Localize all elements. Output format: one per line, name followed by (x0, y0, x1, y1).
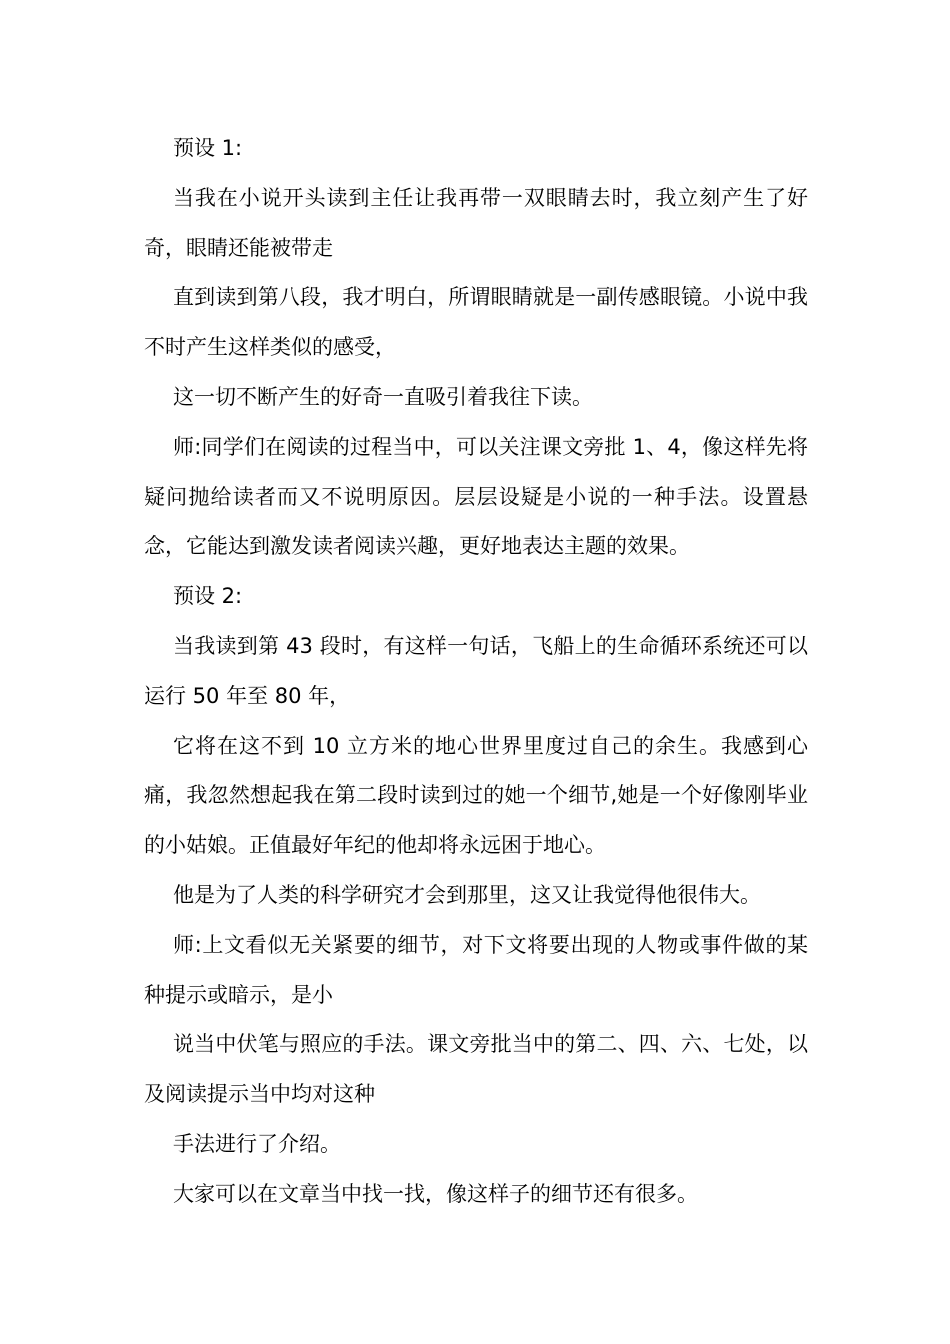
paragraph-preset-2-heading: 预设 2: (173, 584, 243, 609)
paragraph-find-details: 大家可以在文章当中找一找，像这样子的细节还有很多。 (173, 1181, 698, 1206)
paragraph-teacher-suspense: 师:同学们在阅读的过程当中，可以关注课文旁批 1、4，像这样先将疑问抛给读者而又不说明原因。层层设疑是小说的一种手法。设置悬念，它能达到激发读者阅读兴趣，更好地表达主题的效果。 (144, 434, 808, 559)
paragraph-preset-1-eighth-section: 直到读到第八段，我才明白，所谓眼睛就是一副传感眼镜。小说中我不时产生这样类似的感受， (144, 285, 808, 360)
paragraph-teacher-foreshadow-cont: 说当中伏笔与照应的手法。课文旁批当中的第二、四、六、七处，以及阅读提示当中均对这种 (144, 1032, 808, 1107)
paragraph-technique-intro: 手法进行了介绍。 (173, 1131, 341, 1156)
paragraph-preset-2-section-43: 当我读到第 43 段时，有这样一句话，飞船上的生命循环系统还可以运行 50 年至 80 年， (144, 633, 808, 708)
document-body (144, 124, 808, 1220)
paragraph-preset-2-greatness: 他是为了人类的科学研究才会到那里，这又让我觉得他很伟大。 (173, 882, 761, 907)
paragraph-preset-1-heading: 预设 1: (173, 136, 243, 160)
paragraph-teacher-foreshadow: 师:上文看似无关紧要的细节，对下文将要出现的人物或事件做的某种提示或暗示，是小 (144, 932, 808, 1007)
paragraph-preset-2-heartache: 它将在这不到 10 立方米的地心世界里度过自己的余生。我感到心痛，我忽然想起我在第二段时读到过的她一个细节,她是一个好像刚毕业的小姑娘。正值最好年纪的他却将永远困于地心。 (144, 733, 808, 858)
paragraph-preset-1-keep-reading: 这一切不断产生的好奇一直吸引着我往下读。 (173, 384, 593, 409)
paragraph-preset-1-curiosity: 当我在小说开头读到主任让我再带一双眼睛去时，我立刻产生了好奇，眼睛还能被带走 (144, 185, 808, 260)
